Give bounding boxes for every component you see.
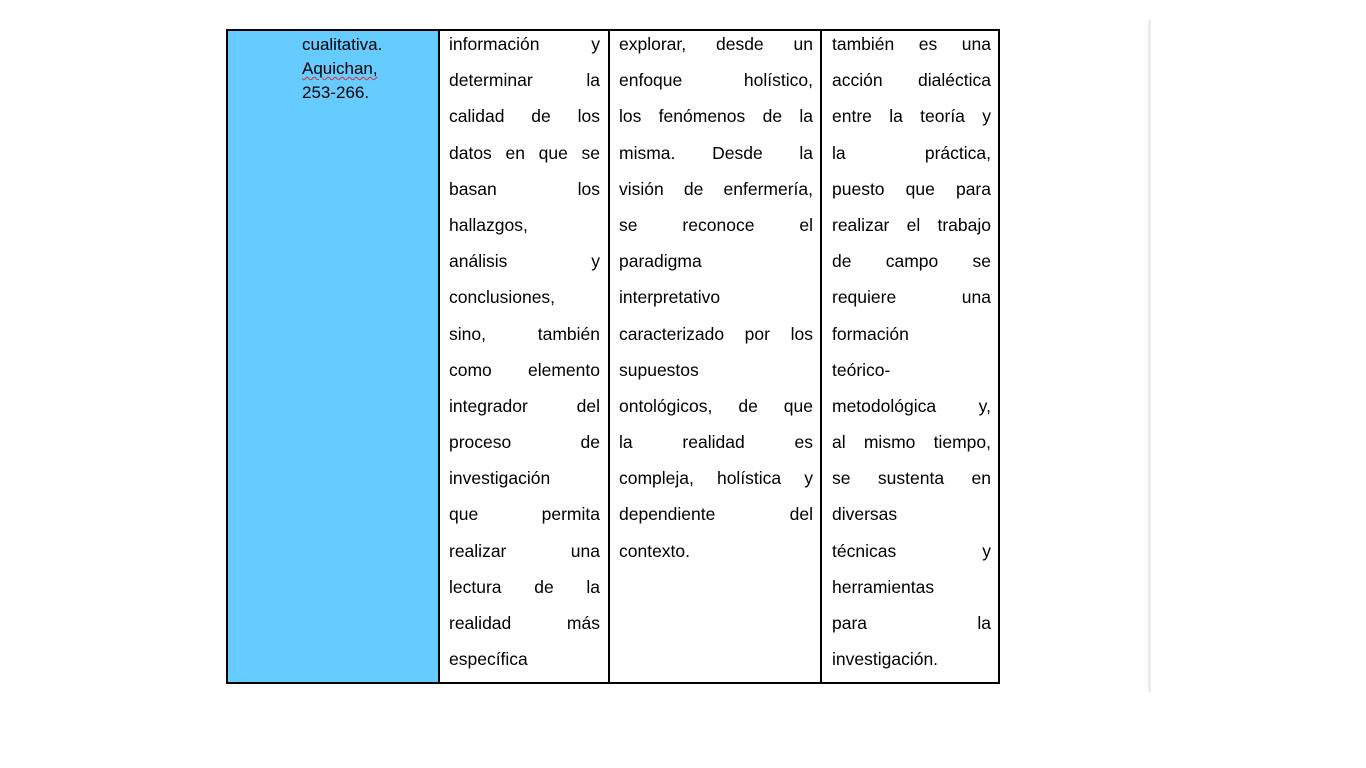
table-cell-column-4 (822, 31, 998, 682)
table-cell-column-3 (610, 31, 822, 682)
text-line: información y (449, 34, 600, 54)
cell-text (832, 31, 991, 682)
text-line: teórico- (832, 359, 891, 380)
text-line: compleja, holística y (619, 468, 813, 489)
text-line: caracterizado por los (619, 323, 813, 344)
text-line: herramientas (832, 576, 935, 597)
text-line: al mismo tiempo, (832, 432, 991, 453)
text-line: específica (449, 649, 528, 670)
text-line: acción dialéctica (832, 70, 991, 91)
reference-line: 253-266. (302, 83, 370, 102)
text-line: de campo se (832, 251, 991, 272)
text-line: requiere una (832, 287, 991, 308)
reference-text (302, 33, 422, 105)
text-line: realizar una (449, 540, 600, 561)
text-line: integrador del (449, 395, 600, 416)
reference-line-journal: Aquichan, (302, 59, 378, 78)
text-line: interpretativo (619, 287, 721, 308)
text-line: entre la teoría y (832, 106, 991, 127)
reference-line: cualitativa. (302, 35, 383, 54)
text-line: metodológica y, (832, 395, 991, 416)
text-line: dependiente del (619, 504, 813, 525)
document-table (226, 29, 1000, 684)
text-line: proceso de (449, 432, 600, 453)
cell-text (619, 31, 813, 574)
text-line: se sustenta en (832, 468, 991, 489)
text-line: calidad de los (449, 106, 600, 127)
text-line: para la (832, 613, 991, 633)
text-line: hallazgos, (449, 214, 528, 235)
table-cell-column-2 (440, 31, 610, 682)
text-line: paradigma (619, 251, 702, 272)
table-cell-reference (228, 31, 440, 682)
text-line: diversas (832, 504, 898, 525)
text-line: datos en que se (449, 142, 600, 163)
text-line: investigación (449, 468, 551, 489)
text-line: realidad más (449, 613, 600, 633)
text-line: contexto. (619, 540, 691, 561)
text-line: técnicas y (832, 540, 991, 561)
text-line: lectura de la (449, 576, 600, 597)
text-line: ontológicos, de que (619, 395, 813, 416)
text-line: misma. Desde la (619, 142, 813, 163)
text-line: la realidad es (619, 432, 813, 453)
text-line: conclusiones, (449, 287, 556, 308)
text-line: que permita (449, 504, 600, 525)
text-line: como elemento (449, 359, 600, 380)
text-line: determinar la (449, 70, 600, 91)
text-line: se reconoce el (619, 214, 813, 235)
text-line: explorar, desde un (619, 34, 813, 54)
text-line: análisis y (449, 251, 600, 272)
text-line: los fenómenos de la (619, 106, 813, 127)
text-line: la práctica, (832, 142, 991, 163)
text-line: realizar el trabajo (832, 214, 991, 235)
text-line: investigación. (832, 649, 939, 670)
cell-text (449, 31, 600, 682)
text-line: puesto que para (832, 178, 991, 199)
text-line: supuestos (619, 359, 699, 380)
text-line: formación (832, 323, 909, 344)
text-line: sino, también (449, 323, 600, 344)
text-line: también es una (832, 34, 991, 54)
text-line: enfoque holístico, (619, 70, 813, 91)
text-line: visión de enfermería, (619, 178, 813, 199)
page-edge-gutter (1148, 20, 1151, 692)
text-line: basan los (449, 178, 600, 199)
